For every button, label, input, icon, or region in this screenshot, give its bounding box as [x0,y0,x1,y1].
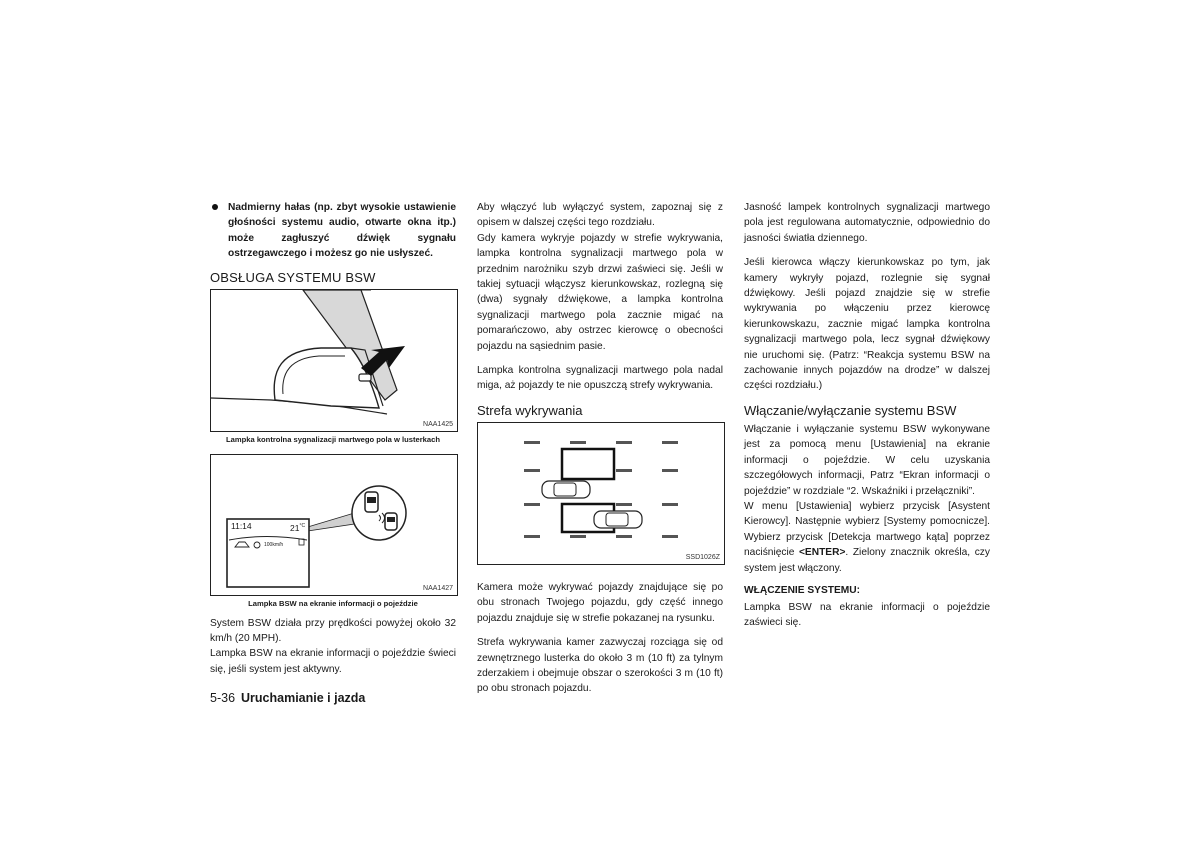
bullet-text: Nadmierny hałas (np. zbyt wysokie ustawienie głośności systemu audio, otwarte okna itp.) może zagłuszyć dźwięk sygnału ostrzegawczego i możesz go nie usłyszeć. [228,202,456,260]
paragraph: Jeśli kierowca włączy kierunkowskaz po tym, jak kamery wykryły pojazd, rozlegnie się sygnał dźwiękowy. Jeśli pojazd znajdzie się w strefie wykrywania po włączeniu przez kierowcę kierunkowskazu, zacznie migać lampka kontrolna sygnalizacji martwego pola, lecz sygnał dźwiękowy nie uruchomi się. (Patrz: “Reakcja systemu BSW na zachowanie innych pojazdów na drodze” w dalszej części rozdziału.) [744,257,990,392]
figure-id: SSD1026Z [685,553,720,561]
figure-detection-zone [477,422,725,565]
figure-caption: Lampka BSW na ekranie informacji o pojeździe [248,598,418,608]
column-1 [210,200,456,686]
chapter-title: Uruchamianie i jazda [241,691,366,705]
paragraph: W menu [Ustawienia] wybierz przycisk [Asystent Kierowcy]. Następnie wybierz [Systemy pomocnicze]. Wybierz przycisk [Detekcja martwego kąta] poprzez naciśnięcie <ENTER>. Zielony znacznik określa, czy system jest włączony. [744,500,990,574]
display-time: 11:14 [231,520,252,531]
paragraph: Włączanie i wyłączanie systemu BSW wykonywane jest za pomocą menu [Ustawienia] na ekranie informacji o pojeździe. W celu uzyskania szczegółowych informacji, Patrz “Ekran informacji o pojeździe” w rozdziale “2. Wskaźniki i przełączniki”. [744,423,990,497]
page-footer [210,691,365,705]
subheading: WŁĄCZENIE SYSTEMU: [744,584,861,596]
car-icon [542,481,590,498]
mirror-illustration [211,290,457,431]
column-3 [744,200,990,640]
figure-id: NAA1425 [423,420,453,428]
paragraph: Kamera może wykrywać pojazdy znajdujące się po obu stronach Twojego pojazdu, gdy część innego pojazdu znajduje się w strefie pokazanej na rysunku. [477,581,723,624]
enter-key-label: <ENTER> [798,547,846,559]
display-speed: 100km/h [264,541,284,548]
paragraph: Jasność lampek kontrolnych sygnalizacji martwego pola jest regulowana automatycznie, odpowiednio do jasności światła dziennego. [744,202,990,244]
section-heading: Strefa wykrywania [477,402,583,418]
paragraph: Aby włączyć lub wyłączyć system, zapoznaj się z opisem w dalszej części tego rozdziału. [477,202,723,229]
detection-zone-illustration [478,423,724,564]
bullet-dot-icon [212,204,218,210]
paragraph: Strefa wykrywania kamer zazwyczaj rozciąga się od zewnętrznego lusterka do około 3 m (10 ft) za tylnym zderzakiem i obejmuje obszar o szerokości 3 m (10 ft) po obu stronach pojazdu. [477,637,723,695]
paragraph: Lampka kontrolna sygnalizacji martwego pola nadal miga, aż pojazdy te nie opuszczą strefy wykrywania. [477,365,723,392]
page-number: 5-36 [210,691,236,705]
paragraph: System BSW działa przy prędkości powyżej około 32 km/h (20 MPH). [210,617,456,645]
figure-display [210,454,458,596]
paragraph: Lampka BSW na ekranie informacji o pojeździe zaświeci się. [744,601,990,629]
display-temp: $21^{^\circ C}$ [290,522,306,533]
paragraph: Gdy kamera wykryje pojazdy w strefie wykrywania, lampka kontrolna sygnalizacji martwego pola w przednim narożniku szyb drzwi zaświeci się. Jeśli w takiej sytuacji włączysz kierunkowskaz, rozlegną się (dwa) sygnały dźwiękowe, a lampka kontrolna sygnalizacji martwego pola zacznie migać na pomarańczowo, aby ostrzec kierowcę o obecności pojazdu na sąsiednim pasie. [477,232,723,352]
paragraph: Lampka BSW na ekranie informacji o pojeździe świeci się, jeśli system jest aktywny. [210,648,456,675]
section-heading: Włączanie/wyłączanie systemu BSW [744,402,957,418]
figure-mirror [210,289,458,432]
bullet-item [210,200,456,262]
car-icon [594,511,642,528]
figure-caption: Lampka kontrolna sygnalizacji martwego pola w lusterkach [226,434,440,444]
column-2 [477,200,723,706]
figure-id: NAA1427 [423,584,453,592]
section-heading: OBSŁUGA SYSTEMU BSW [210,269,376,285]
